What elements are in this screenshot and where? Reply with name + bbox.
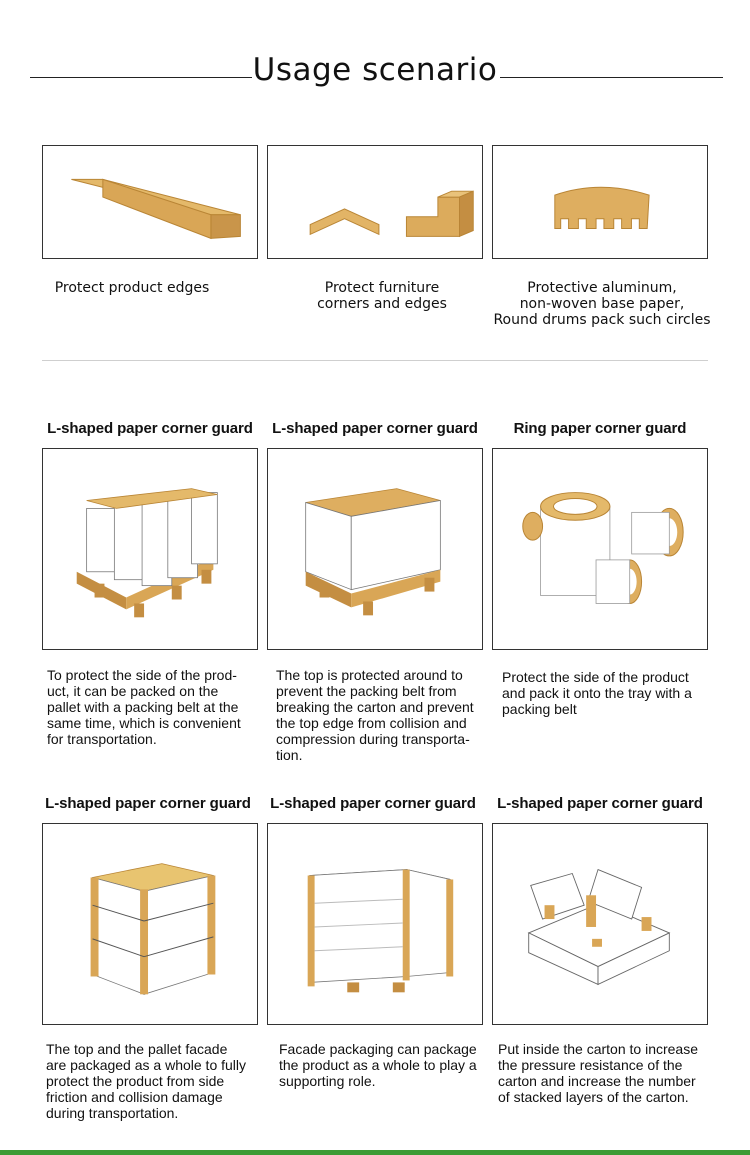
ring-guard-icon	[493, 146, 707, 258]
row2-desc-3: Put inside the carton to increase the pressure resistance of the carton and increase the number of stacked layers of the carton.	[498, 1041, 699, 1105]
bottom-accent-bar	[0, 1150, 750, 1155]
pallet-rolls-icon	[43, 449, 257, 649]
row2-image-boxed-pallet	[42, 823, 258, 1025]
paper-rolls-ring-icon	[493, 449, 707, 649]
boxed-pallet-icon	[43, 824, 257, 1024]
row2-heading-1: L-shaped paper corner guard	[45, 795, 251, 812]
row1-desc-2: The top is protected around to prevent the packing belt from breaking the carton and prevent the top edge from collision and compression during transporta- tion.	[276, 667, 474, 763]
top-image-edge-guard	[42, 145, 258, 259]
row1-heading-3: Ring paper corner guard	[513, 420, 687, 437]
row2-desc-1: The top and the pallet facade are packaged as a whole to fully protect the product from side friction and collision damage during transportation.	[46, 1041, 247, 1121]
open-carton-icon	[493, 824, 707, 1024]
row2-heading-2: L-shaped paper corner guard	[270, 795, 476, 812]
row2-desc-2: Facade packaging can package the product as a whole to play a supporting role.	[279, 1041, 477, 1089]
top-image-furniture-guard	[267, 145, 483, 259]
row2-image-carton	[492, 823, 708, 1025]
l-shaped-edge-guard-icon	[43, 146, 257, 258]
row1-heading-1: L-shaped paper corner guard	[47, 420, 253, 437]
row2-heading-3: L-shaped paper corner guard	[497, 795, 703, 812]
top-caption-3: Protective aluminum, non-woven base paper, Round drums pack such circles	[493, 280, 711, 328]
facade-packaging-icon	[268, 824, 482, 1024]
row1-image-pallet-carton	[267, 448, 483, 650]
section-divider	[42, 360, 708, 361]
top-caption-1: Protect product edges	[54, 280, 210, 296]
row1-desc-3: Protect the side of the product and pack it onto the tray with a packing belt	[502, 669, 692, 717]
page-title: Usage scenario	[252, 52, 498, 88]
row1-heading-2: L-shaped paper corner guard	[272, 420, 478, 437]
top-caption-2: Protect furniture corners and edges	[317, 280, 447, 312]
row1-image-rings	[492, 448, 708, 650]
pallet-carton-icon	[268, 449, 482, 649]
row1-image-pallet-rolls	[42, 448, 258, 650]
furniture-corner-guard-icon	[268, 146, 482, 258]
row1-desc-1: To protect the side of the prod- uct, it can be packed on the pallet with a packing belt at the same time, which is convenient for transportation.	[47, 667, 241, 747]
title-rule-right	[500, 77, 723, 78]
top-image-ring-guard	[492, 145, 708, 259]
row2-image-facade	[267, 823, 483, 1025]
